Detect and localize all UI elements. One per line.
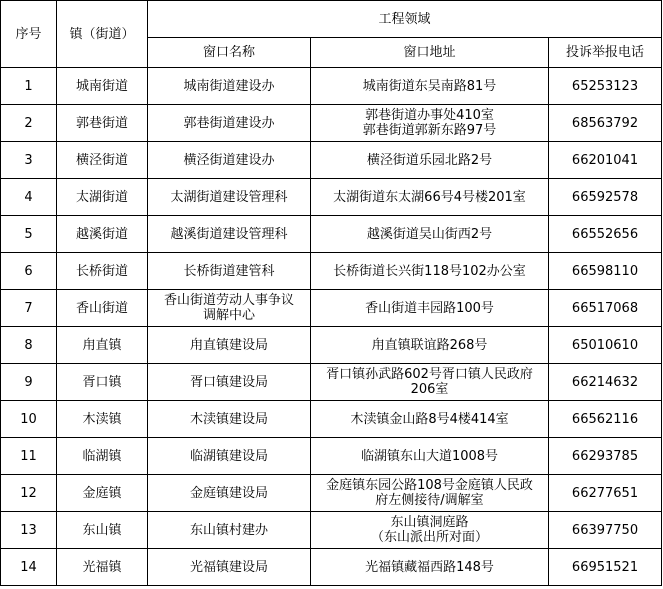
cell-window-name: 长桥街道建管科: [148, 253, 311, 290]
cell-window-address: 甪直镇联谊路268号: [311, 327, 549, 364]
cell-town: 横泾街道: [57, 142, 148, 179]
cell-window-name: 临湖镇建设局: [148, 438, 311, 475]
table-row: [1, 512, 662, 549]
cell-town: 木渎镇: [57, 401, 148, 438]
cell-seq: 5: [1, 216, 57, 253]
cell-seq: 10: [1, 401, 57, 438]
cell-complaint-phone: 65253123: [549, 68, 662, 105]
cell-town: 金庭镇: [57, 475, 148, 512]
cell-window-address: 金庭镇东园公路108号金庭镇人民政 府左侧接待/调解室: [311, 475, 549, 512]
cell-window-address: 太湖街道东太湖66号4号楼201室: [311, 179, 549, 216]
cell-town: 胥口镇: [57, 364, 148, 401]
cell-seq: 1: [1, 68, 57, 105]
table-row: [1, 105, 662, 142]
cell-seq: 8: [1, 327, 57, 364]
cell-complaint-phone: 68563792: [549, 105, 662, 142]
cell-seq: 2: [1, 105, 57, 142]
cell-complaint-phone: 66552656: [549, 216, 662, 253]
cell-complaint-phone: 66951521: [549, 549, 662, 586]
header-town: 镇（街道）: [57, 1, 148, 68]
table-row: [1, 401, 662, 438]
cell-town: 太湖街道: [57, 179, 148, 216]
cell-complaint-phone: 66517068: [549, 290, 662, 327]
table-row: [1, 327, 662, 364]
cell-window-address: 木渎镇金山路8号4楼414室: [311, 401, 549, 438]
cell-window-address: 临湖镇东山大道1008号: [311, 438, 549, 475]
header-row-1: [1, 1, 662, 38]
cell-town: 城南街道: [57, 68, 148, 105]
cell-town: 越溪街道: [57, 216, 148, 253]
table-row: [1, 179, 662, 216]
cell-window-name: 太湖街道建设管理科: [148, 179, 311, 216]
cell-window-name: 东山镇村建办: [148, 512, 311, 549]
cell-window-name: 越溪街道建设管理科: [148, 216, 311, 253]
cell-window-address: 香山街道丰园路100号: [311, 290, 549, 327]
table-row: [1, 290, 662, 327]
cell-complaint-phone: 66201041: [549, 142, 662, 179]
cell-window-address: 长桥街道长兴街118号102办公室: [311, 253, 549, 290]
cell-seq: 7: [1, 290, 57, 327]
cell-seq: 12: [1, 475, 57, 512]
cell-window-address: 东山镇洞庭路 （东山派出所对面）: [311, 512, 549, 549]
cell-window-name: 郭巷街道建设办: [148, 105, 311, 142]
cell-complaint-phone: 66598110: [549, 253, 662, 290]
cell-town: 甪直镇: [57, 327, 148, 364]
cell-window-name: 城南街道建设办: [148, 68, 311, 105]
cell-complaint-phone: 66397750: [549, 512, 662, 549]
cell-window-name: 光福镇建设局: [148, 549, 311, 586]
table-row: [1, 68, 662, 105]
cell-window-address: 郭巷街道办事处410室 郭巷街道郭新东路97号: [311, 105, 549, 142]
cell-complaint-phone: 66293785: [549, 438, 662, 475]
table-row: [1, 142, 662, 179]
cell-seq: 4: [1, 179, 57, 216]
cell-town: 临湖镇: [57, 438, 148, 475]
table-row: [1, 253, 662, 290]
cell-seq: 9: [1, 364, 57, 401]
cell-complaint-phone: 66214632: [549, 364, 662, 401]
cell-town: 长桥街道: [57, 253, 148, 290]
cell-town: 郭巷街道: [57, 105, 148, 142]
cell-seq: 14: [1, 549, 57, 586]
cell-window-address: 光福镇藏福西路148号: [311, 549, 549, 586]
table-row: [1, 549, 662, 586]
cell-seq: 13: [1, 512, 57, 549]
cell-seq: 3: [1, 142, 57, 179]
header-seq: 序号: [1, 1, 57, 68]
cell-complaint-phone: 66592578: [549, 179, 662, 216]
cell-window-address: 越溪街道吴山街西2号: [311, 216, 549, 253]
table-row: [1, 475, 662, 512]
header-window-name: 窗口名称: [148, 38, 311, 68]
table-row: [1, 216, 662, 253]
cell-town: 东山镇: [57, 512, 148, 549]
cell-window-name: 横泾街道建设办: [148, 142, 311, 179]
cell-window-name: 香山街道劳动人事争议 调解中心: [148, 290, 311, 327]
cell-window-name: 甪直镇建设局: [148, 327, 311, 364]
header-engineering-field: 工程领域: [148, 1, 662, 38]
table-row: [1, 438, 662, 475]
cell-window-name: 木渎镇建设局: [148, 401, 311, 438]
cell-town: 香山街道: [57, 290, 148, 327]
cell-complaint-phone: 66277651: [549, 475, 662, 512]
header-complaint-phone: 投诉举报电话: [549, 38, 662, 68]
cell-complaint-phone: 65010610: [549, 327, 662, 364]
cell-complaint-phone: 66562116: [549, 401, 662, 438]
header-window-address: 窗口地址: [311, 38, 549, 68]
cell-window-address: 横泾街道乐园北路2号: [311, 142, 549, 179]
table-row: [1, 364, 662, 401]
cell-window-name: 胥口镇建设局: [148, 364, 311, 401]
cell-seq: 11: [1, 438, 57, 475]
table-body: [1, 1, 662, 586]
cell-window-name: 金庭镇建设局: [148, 475, 311, 512]
cell-window-address: 城南街道东吴南路81号: [311, 68, 549, 105]
cell-town: 光福镇: [57, 549, 148, 586]
cell-window-address: 胥口镇孙武路602号胥口镇人民政府 206室: [311, 364, 549, 401]
cell-seq: 6: [1, 253, 57, 290]
